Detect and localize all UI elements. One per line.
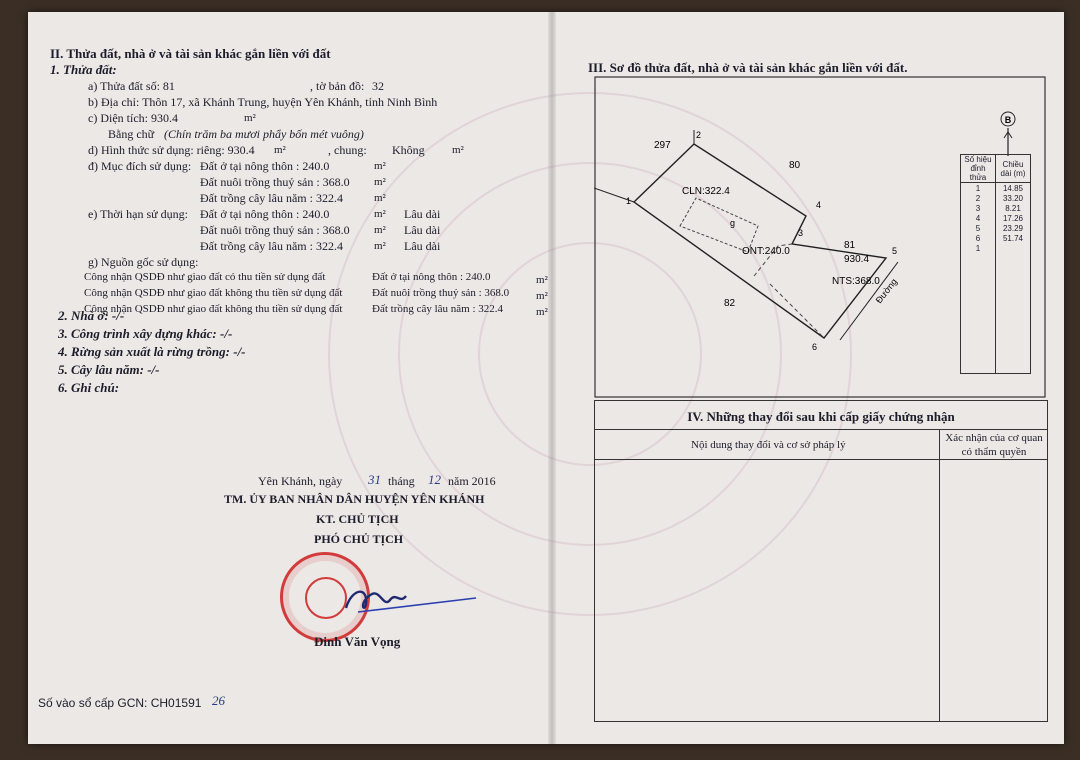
certificate-page xyxy=(28,12,1064,744)
length-cell: 51.74 xyxy=(996,233,1031,243)
sign-month: 12 xyxy=(428,472,441,487)
sign-year: năm 2016 xyxy=(448,474,496,488)
sign-place: Yên Khánh, ngày xyxy=(258,474,343,488)
neighbor-80: 80 xyxy=(789,160,801,171)
purpose-row: Đất nuôi trồng thuỷ sản : 368.0 xyxy=(200,175,350,189)
length-cell xyxy=(996,243,1031,253)
vertex-2: 2 xyxy=(696,130,702,140)
parcel-area: c) Diện tích: 930.4 xyxy=(88,111,178,125)
gcn-register-number: Số vào sổ cấp GCN: CH01591 xyxy=(38,696,202,710)
vertex-column-header: Số hiệu đỉnh thửa xyxy=(961,155,996,183)
origin-detail: Đất nuôi trồng thuỷ sản : 368.0 xyxy=(372,287,510,299)
length-cell: 8.21 xyxy=(996,203,1031,213)
house-mark: g xyxy=(730,218,736,228)
table-row xyxy=(961,233,1031,243)
table-row xyxy=(961,243,1031,253)
usage-common-value: Không xyxy=(392,143,425,157)
term-value: Lâu dài xyxy=(404,223,441,237)
length-cell: 14.85 xyxy=(996,183,1031,194)
area-in-words-label: Bằng chữ xyxy=(108,127,155,141)
table-row xyxy=(961,253,1031,374)
purpose-row: Đất trồng cây lâu năm : 322.4 xyxy=(200,191,343,205)
table-row xyxy=(961,193,1031,203)
parcel-area-map: 930.4 xyxy=(844,254,870,265)
changes-title: IV. Những thay đổi sau khi cấp giấy chứng nhận xyxy=(687,409,955,424)
neighbor-297: 297 xyxy=(654,140,671,151)
origin-unit: m² xyxy=(536,290,548,302)
neighbor-82: 82 xyxy=(724,298,736,309)
purpose-unit: m² xyxy=(374,192,386,204)
gcn-handwritten-suffix: 26 xyxy=(212,693,225,708)
length-cell: 33.20 xyxy=(996,193,1031,203)
table-row xyxy=(961,183,1031,194)
purpose-unit: m² xyxy=(374,176,386,188)
vertex-4: 4 xyxy=(816,200,822,210)
term-unit: m² xyxy=(374,224,386,236)
vertex-cell: 2 xyxy=(961,193,996,203)
map-sheet-number: 32 xyxy=(372,79,384,93)
length-cell: 23.29 xyxy=(996,223,1031,233)
area-in-words: (Chín trăm ba mươi phẩy bốn mét vuông) xyxy=(164,127,364,141)
vertex-cell: 1 xyxy=(961,183,996,194)
notes-section: 6. Ghi chú: xyxy=(58,380,120,395)
usage-common-unit: m² xyxy=(452,144,464,156)
parcel-number: a) Thửa đất số: 81 xyxy=(88,79,175,93)
perennial-section: 5. Cây lâu năm: -/- xyxy=(58,362,160,377)
edge-length-table xyxy=(960,154,1031,374)
house-section: 2. Nhà ở: -/- xyxy=(58,308,125,323)
length-cell: 17.26 xyxy=(996,213,1031,223)
length-column-header: Chiều dài (m) xyxy=(996,155,1031,183)
usage-form-unit: m² xyxy=(274,144,286,156)
ont-label: ONT:240.0 xyxy=(742,246,790,257)
usage-form: d) Hình thức sử dụng: riêng: 930.4 xyxy=(88,143,255,157)
vertex-cell: 3 xyxy=(961,203,996,213)
nts-label: NTS:368.0 xyxy=(832,276,880,287)
term-value: Lâu dài xyxy=(404,239,441,253)
sign-kt: KT. CHỦ TỊCH xyxy=(316,512,399,526)
road-label: Đường xyxy=(873,276,900,306)
sign-day: 31 xyxy=(368,472,381,487)
table-row xyxy=(961,213,1031,223)
construction-section: 3. Công trình xây dựng khác: -/- xyxy=(58,326,233,341)
term-row: Đất ở tại nông thôn : 240.0 xyxy=(200,207,330,221)
purpose-row: Đất ở tại nông thôn : 240.0 xyxy=(200,159,330,173)
changes-content-header: Nội dung thay đổi và cơ sở pháp lý xyxy=(691,439,846,451)
table-row xyxy=(961,223,1031,233)
section-2-heading: II. Thửa đất, nhà ở và tài sản khác gắn liền với đất xyxy=(50,46,331,61)
vertex-cell: 1 xyxy=(961,243,996,253)
parcel-number-map: 81 xyxy=(844,240,856,251)
term-unit: m² xyxy=(374,240,386,252)
parcel-area-unit: m² xyxy=(244,112,256,124)
parcel-address: b) Địa chỉ: Thôn 17, xã Khánh Trung, huyện Yên Khánh, tỉnh Ninh Bình xyxy=(88,95,438,109)
origin-row: Công nhận QSDĐ như giao đất không thu tiền sử dụng đất xyxy=(84,303,343,315)
north-letter: B xyxy=(1004,115,1012,125)
handwritten-signature xyxy=(328,582,478,622)
vertex-6: 6 xyxy=(812,342,818,352)
origin-unit: m² xyxy=(536,274,548,286)
changes-confirm-header: Xác nhận của cơ quan có thẩm quyền xyxy=(945,432,1043,458)
sign-organization: TM. ỦY BAN NHÂN DÂN HUYỆN YÊN KHÁNH xyxy=(224,492,485,506)
term-row: Đất nuôi trồng thuỷ sản : 368.0 xyxy=(200,223,350,237)
vertex-cell: 5 xyxy=(961,223,996,233)
map-sheet-label: , tờ bản đồ: xyxy=(310,79,365,93)
usage-common-label: , chung: xyxy=(328,143,367,157)
vertex-cell: 4 xyxy=(961,213,996,223)
term-value: Lâu dài xyxy=(404,207,441,221)
vertex-5: 5 xyxy=(892,246,898,256)
term-row: Đất trồng cây lâu năm : 322.4 xyxy=(200,239,343,253)
origin-label: g) Nguồn gốc sử dụng: xyxy=(88,255,199,269)
purpose-label: đ) Mục đích sử dụng: xyxy=(88,159,192,173)
origin-detail: Đất trồng cây lâu năm : 322.4 xyxy=(372,303,504,315)
origin-row: Công nhận QSDĐ như giao đất không thu tiền sử dụng đất xyxy=(84,287,343,299)
cln-label: CLN:322.4 xyxy=(682,186,730,197)
purpose-unit: m² xyxy=(374,160,386,172)
vertex-3: 3 xyxy=(798,228,804,238)
section-3-heading: III. Sơ đồ thửa đất, nhà ở và tài sản khác gắn liền với đất. xyxy=(588,60,908,75)
term-label: e) Thời hạn sử dụng: xyxy=(88,207,188,221)
origin-detail: Đất ở tại nông thôn : 240.0 xyxy=(372,271,491,283)
vertex-1: 1 xyxy=(626,196,632,206)
sign-role: PHÓ CHỦ TỊCH xyxy=(314,532,404,546)
table-row xyxy=(961,203,1031,213)
forest-section: 4. Rừng sản xuất là rừng trồng: -/- xyxy=(58,344,246,359)
origin-unit: m² xyxy=(536,306,548,318)
term-unit: m² xyxy=(374,208,386,220)
sign-month-label: tháng xyxy=(388,474,415,488)
signer-name: Đinh Văn Vọng xyxy=(314,634,401,649)
vertex-cell: 6 xyxy=(961,233,996,243)
origin-row: Công nhận QSDĐ như giao đất có thu tiền sử dụng đất xyxy=(84,271,326,283)
changes-section xyxy=(594,400,1048,722)
parcel-heading: 1. Thửa đất: xyxy=(50,62,117,77)
